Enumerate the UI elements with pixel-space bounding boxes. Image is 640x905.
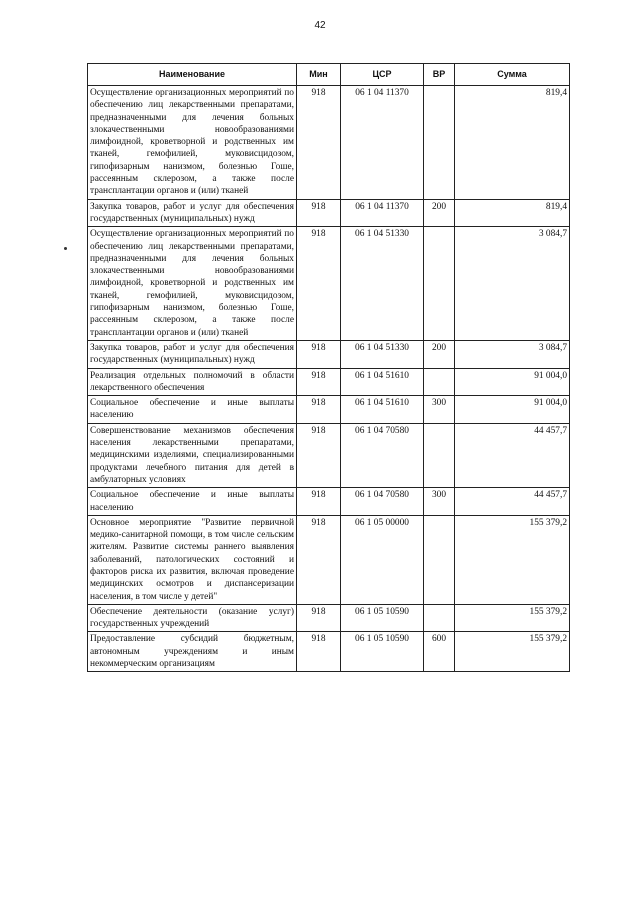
row-min: 918 [297,368,341,396]
row-vr [424,515,455,604]
row-name: Реализация отдельных полномочий в области лекарственного обеспечения [88,368,297,396]
row-csr: 06 1 05 00000 [341,515,424,604]
table-header-row [88,64,570,86]
header-min: Мин [297,64,341,86]
row-csr: 06 1 04 70580 [341,423,424,487]
row-vr [424,423,455,487]
row-min: 918 [297,515,341,604]
row-csr: 06 1 04 51330 [341,227,424,341]
row-sum: 44 457,7 [455,488,570,516]
row-vr: 200 [424,340,455,368]
row-csr: 06 1 05 10590 [341,604,424,632]
header-csr: ЦСР [341,64,424,86]
page-number: 42 [314,20,326,31]
row-name: Предоставление субсидий бюджетным, автономным учреждениям и иным некоммерческим организациям [88,632,297,672]
row-name: Осуществление организационных мероприятий по обеспечению лиц лекарственными препаратами, предназначенными для лечения больных злокачественными новообразованиями лимфоидной, кроветворной и родственных им тканей, гемофилией, муковисцидозом, гипофизарным нанизмом, болезнью Гоше, рассеянным склерозом, а также после трансплантации органов и (или) тканей [88,86,297,200]
row-vr [424,604,455,632]
table-row [88,199,570,227]
table-row [88,632,570,672]
row-csr: 06 1 04 51330 [341,340,424,368]
row-name: Осуществление организационных мероприятий по обеспечению лиц лекарственными препаратами, предназначенными для лечения больных злокачественными новообразованиями лимфоидной, кроветворной и родственных им тканей, гемофилией, муковисцидозом, гипофизарным нанизмом, болезнью Гоше, рассеянным склерозом, а также после трансплантации органов и (или) тканей [88,227,297,341]
margin-mark [64,247,67,250]
row-vr: 200 [424,199,455,227]
row-vr [424,227,455,341]
row-min: 918 [297,423,341,487]
row-vr: 300 [424,396,455,424]
row-sum: 91 004,0 [455,396,570,424]
row-vr [424,86,455,200]
table-row [88,423,570,487]
row-sum: 3 084,7 [455,227,570,341]
row-sum: 819,4 [455,199,570,227]
header-vr: ВР [424,64,455,86]
table-row [88,396,570,424]
row-min: 918 [297,199,341,227]
row-vr: 600 [424,632,455,672]
header-sum: Сумма [455,64,570,86]
row-min: 918 [297,86,341,200]
row-sum: 44 457,7 [455,423,570,487]
row-csr: 06 1 04 51610 [341,396,424,424]
row-csr: 06 1 05 10590 [341,632,424,672]
row-name: Обеспечение деятельности (оказание услуг) государственных учреждений [88,604,297,632]
table-row [88,340,570,368]
row-csr: 06 1 04 51610 [341,368,424,396]
row-name: Социальное обеспечение и иные выплаты населению [88,488,297,516]
row-vr: 300 [424,488,455,516]
row-sum: 819,4 [455,86,570,200]
row-csr: 06 1 04 70580 [341,488,424,516]
row-name: Социальное обеспечение и иные выплаты населению [88,396,297,424]
row-sum: 155 379,2 [455,515,570,604]
row-name: Закупка товаров, работ и услуг для обеспечения государственных (муниципальных) нужд [88,340,297,368]
table-row [88,86,570,200]
row-min: 918 [297,604,341,632]
row-min: 918 [297,632,341,672]
row-sum: 155 379,2 [455,632,570,672]
row-sum: 155 379,2 [455,604,570,632]
table-row [88,488,570,516]
row-name: Закупка товаров, работ и услуг для обеспечения государственных (муниципальных) нужд [88,199,297,227]
row-csr: 06 1 04 11370 [341,86,424,200]
row-name: Совершенствование механизмов обеспечения населения лекарственными препаратами, медицинскими изделиями, специализированными продуктами лечебного питания для детей в амбулаторных условиях [88,423,297,487]
table-row [88,604,570,632]
row-min: 918 [297,227,341,341]
table-row [88,368,570,396]
header-name: Наименование [88,64,297,86]
row-csr: 06 1 04 11370 [341,199,424,227]
table-row [88,227,570,341]
budget-table [87,63,570,672]
row-sum: 3 084,7 [455,340,570,368]
row-sum: 91 004,0 [455,368,570,396]
row-vr [424,368,455,396]
row-min: 918 [297,396,341,424]
row-min: 918 [297,488,341,516]
row-name: Основное мероприятие "Развитие первичной медико-санитарной помощи, в том числе сельским жителям. Развитие системы раннего выявления заболеваний, патологических состояний и факторов риска их развития, включая проведение медицинских осмотров и диспансеризации населения, в том числе у детей" [88,515,297,604]
row-min: 918 [297,340,341,368]
table-row [88,515,570,604]
